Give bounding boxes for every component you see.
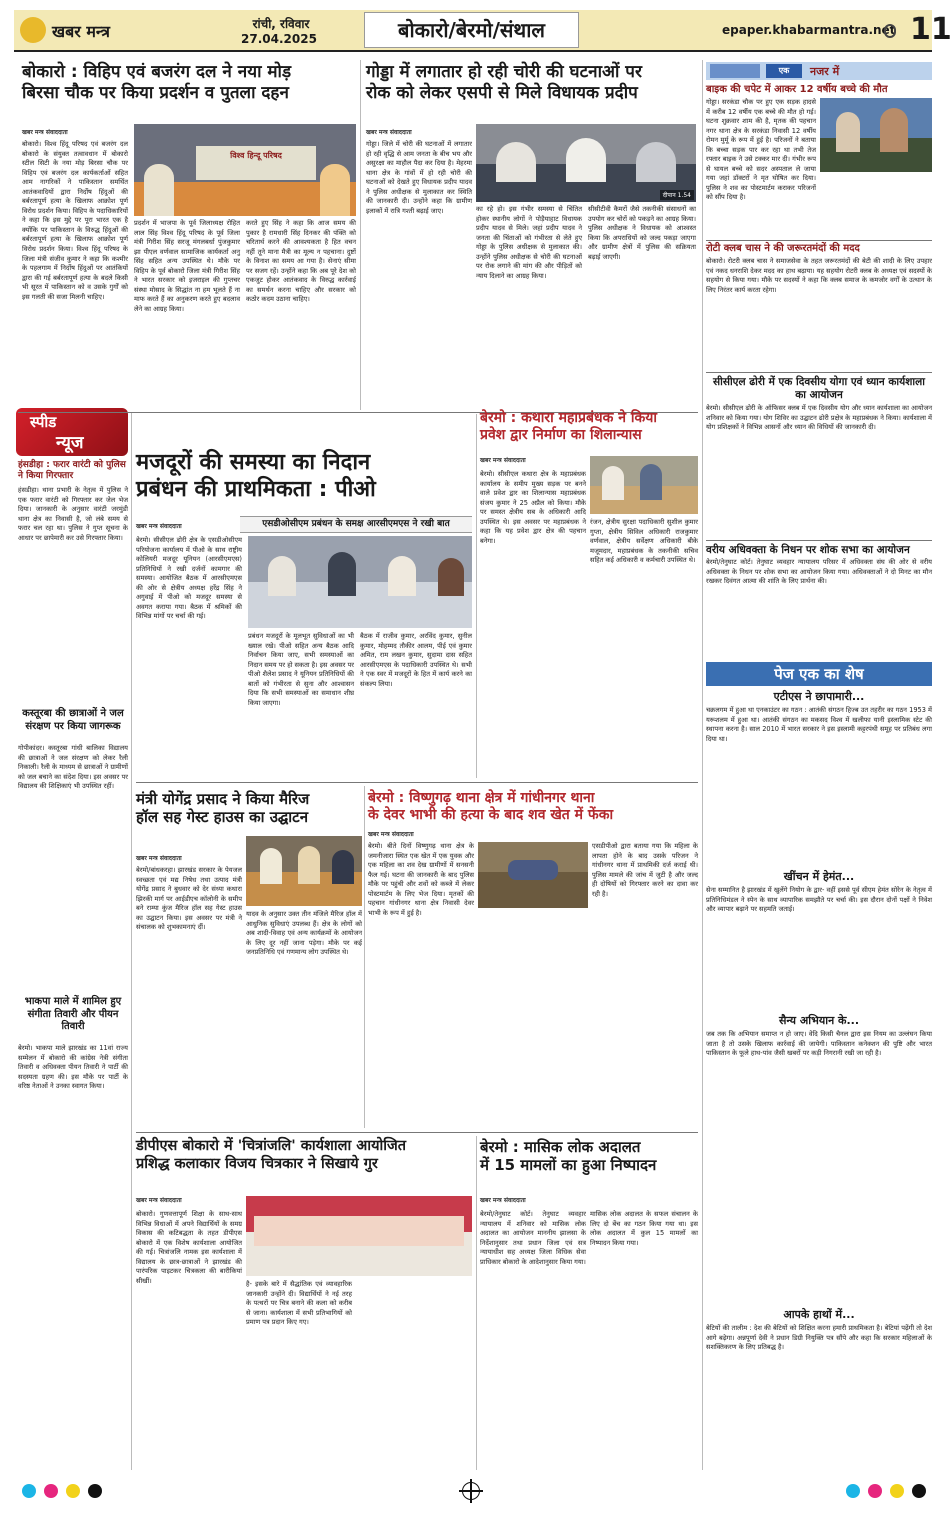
column-rule: [476, 414, 477, 778]
nazar-story1-body-cont: [706, 174, 932, 238]
column-rule: [702, 60, 703, 1470]
marriage-body-1: बेरमो/बांधकरहा। झारखंड सरकार के पेयजल स्वच्छता एवं मद्य निषेध तथा उत्पाद मंत्री योगेंद्र प्रसाद ने बुधवार को देर संध्या कथारा झिरकी मार्ग पर आईडीएच कॉलोनी के समीप बने राम्या कुंज मैरिज हॉल सह गेस्ट हाउस का उद्घाटन किया। इस अवसर पर मंत्री ने संचालक को शुभकामनाएं दीं।: [136, 866, 242, 932]
continued-band: पेज एक का शेष: [706, 662, 932, 686]
column-rule: [364, 786, 365, 1128]
speed-item1-body: हंसडीहा। थाना प्रभारी के नेतृत्व में पुलिस ने एक फरार वारंटी को गिरफ्तार कर जेल भेज दिया। जानकारी के अनुसार वारंटी जरमुंडी थाना क्षेत्र का निवासी है, जो लंबे समय से फरार चल रहा था। पुलिस ने गुप्त सूचना के आधार पर छापेमारी कर उसे गिरफ्तार किया।: [18, 486, 128, 542]
chitranjali-group-photo: [246, 1196, 472, 1276]
marriage-headline[interactable]: मंत्री योगेंद्र प्रसाद ने किया मैरिज हॉल सह गेस्ट हाउस का उद्घाटन: [136, 790, 310, 827]
nazar-story1-body: गोड्डा। सरकंडा चौक पर हुए एक सड़क हादसे में करीब 12 वर्षीय एक बच्चे की मौत हो गई। घटना शुक्रवार शाम की है, मृतक की पहचान नगर थाना क्षेत्र के सरकंडा निवासी 12 वर्षीय रोमन मुर्मू के रूप में हुई है। परिजनों ने बताया कि बच्चा सड़क पार कर रहा था तभी तेज रफ्तार बाइक ने उसे टक्कर मार दी। गंभीर रूप से घायल बच्चे को सदर अस्पताल ले जाया गया जहां डॉक्टरों ने मृत घोषित कर दिया। पुलिस ने शव का पोस्टमार्टम कराकर परिजनों को सौंप दिया है।: [706, 98, 816, 202]
godda-photo-caption: दीपान 1.54: [660, 190, 694, 200]
continued-item4-body: बेटियों की तालीम : देश की बेटियों को शिक्षित करना हमारी प्राथमिकता है। बेटियां पढ़ेंगी तो देश आगे बढ़ेगा। अन्नपूर्णा देवी ने प्रधान डिग्री नियुक्ति पत्र सौंपे और कहा कि सरकार महिलाओं के सशक्तिकरण के लिए प्रतिबद्ध है।: [706, 1324, 932, 1352]
speed-item3-title[interactable]: भाकपा माले में शामिल हुए संगीता तिवारी और पीयन तिवारी: [24, 996, 122, 1032]
page-number: 11: [910, 12, 952, 47]
murder-body-1: बेरमो। बीते दिनों विष्णुगढ़ थाना क्षेत्र के जमनीजारा स्थित एक खेत में एक युवक और एक महिला का शव देख ग्रामीणों में सनसनी फैल गई। घटना की जानकारी के बाद पुलिस मौके पर पहुंची और शवों को कब्जे में लेकर पोस्टमार्टम के लिए भेज दिया। मृतकों की पहचान गांधीनगर थाना क्षेत्र निवासी देवर भाभी के रूप में हुई है।: [368, 842, 474, 917]
murder-headline[interactable]: बेरमो : विष्णुगढ़ थाना क्षेत्र में गांधीनगर थाना के देवर भाभी की हत्या के बाद शव खेत में फेंका: [368, 790, 614, 824]
cyan-dot-icon: [846, 1484, 860, 1498]
godda-body-2: का रहे हो। इस गंभीर समस्या से चिंतित होकर स्थानीय लोगों ने पोड़ैयाहाट विधायक प्रदीप यादव से मिले। जहां प्रदीप यादव ने जनता की चिंताओं को गंभीरता से लेते हुए गोड्डा के पुलिस अधीक्षक से मुलाकात की। उन्होंने पुलिस अधीक्षक से चोरी की घटनाओं पर रोक लगाने की मांग की और पीड़ितों को न्याय दिलाने का आग्रह किया।: [476, 205, 582, 280]
yellow-dot-icon: [66, 1484, 80, 1498]
murder-body-1b: [478, 912, 588, 1128]
workers-body-3: बैठक में राजीव कुमार, अरविंद कुमार, सुनील कुमार, मोहम्मद तौकीर आलम, पीई एवं कुमार अमित, राम लखन कुमार, सुदामा दास सहित आरसीएमएस के पदाधिकारी उपस्थित थे। सभी ने एक स्वर में मजदूरों के हित में कार्य करने का संकल्प लिया।: [360, 632, 472, 688]
column-rule: [476, 1136, 477, 1470]
nazar-story2-body: बोकारो। रोटरी क्लब चास ने समाजसेवा के तहत जरूरतमंदों की बेटी की शादी के लिए उपहार एवं नकद धनराशि देकर मदद का हाथ बढ़ाया। यह सहयोग रोटरी क्लब के अध्यक्ष एवं सदस्यों के सहयोग से किया गया। मौके पर सदस्यों ने कहा कि क्लब समाज के कमजोर वर्गों के उत्थान के लिए निरंतर कार्य करता रहेगा।: [706, 257, 932, 294]
mouse-icon: [884, 24, 896, 38]
speed-item1-title[interactable]: हंसडीहा : फरार वारंटी को पुलिस ने किया गिरफ्तार: [18, 460, 126, 482]
masthead: [14, 10, 952, 52]
nazar-story2-title[interactable]: रोटी क्लब चास ने की जरूरतमंदों की मदद: [706, 243, 860, 254]
magenta-dot-icon: [868, 1484, 882, 1498]
chitranjali-body-3: [358, 1280, 472, 1470]
speed-item2-body: गोपीकांदर। कस्तूरबा गांधी बालिका विद्यालय की छात्राओं ने जल संरक्षण को लेकर रैली निकाली। रैली के माध्यम से छात्राओं ने ग्रामीणों को जल बचाने का संदेश दिया। इस अवसर पर विद्यालय की शिक्षिकाएं भी उपस्थित रहीं।: [18, 744, 128, 791]
vhp-protest-photo: [134, 124, 356, 216]
continued-item1-title[interactable]: एटीएस ने छापामारी...: [773, 690, 865, 703]
lok-adalat-body-2: मासिक लोक अदालत के सफल संचालन के लिए दो बेंच का गठन किया गया था। इस लोक अदालत में कुल 15 मामलों का निष्पादन किया गया।: [590, 1210, 698, 1247]
yellow-dot-icon: [890, 1484, 904, 1498]
nazar-thumbnail: [710, 64, 760, 78]
workers-headline[interactable]: मजदूरों की समस्या का निदान प्रबंधन की प्राथमिकता : पीओ: [136, 450, 376, 502]
nazar-story1-title[interactable]: बाइक की चपेट में आकर 12 वर्षीय बच्चे की मौत: [706, 84, 888, 95]
lok-adalat-body-1: बेरमो/तेनुघाट कोर्ट। तेनुघाट व्यवहार न्यायालय में शनिवार को मासिक लोक अदालत का आयोजन माननीय झालसा के निर्देशानुसार तथा प्रधान जिला एवं सत्र न्यायाधीश सह अध्यक्ष जिला विधिक सेवा प्राधिकार बोकारो के आदेशानुसार किया गया।: [480, 1210, 586, 1266]
godda-headline[interactable]: गोड्डा में लगातार हो रही चोरी की घटनाओं पर रोक को लेकर एसपी से मिले विधायक प्रदीप: [366, 62, 642, 103]
epaper-url[interactable]: epaper.khabarmantra.net: [722, 23, 896, 37]
black-dot-icon: [912, 1484, 926, 1498]
gate-byline: खबर मन्त्र संवाददाता: [480, 457, 526, 464]
nazar-ek-badge: एक: [766, 64, 802, 78]
lok-adalat-headline[interactable]: बेरमो : मासिक लोक अदालत में 15 मामलों का हुआ निष्पादन: [480, 1138, 657, 1175]
chitranjali-byline: खबर मन्त्र संवाददाता: [136, 1197, 182, 1204]
divider: [136, 782, 698, 783]
nazar-story3-body: बेरमो। सीसीएल ढोरी के ऑफिसर क्लब में एक दिवसीय योग और ध्यान कार्यशाला का आयोजन शनिवार को किया गया। योग शिविर का उद्घाटन ढोरी प्रक्षेत्र के महाप्रबंधक ने किया। कार्यशाला में योग प्रशिक्षकों ने विभिन्न आसनों और ध्यान की विधियों की जानकारी दी।: [706, 404, 932, 432]
chitranjali-body-2: है- इसके बारे में सैद्धांतिक एवं व्यावहारिक जानकारी उन्होंने दी। विद्यार्थियों ने नई तरह के पत्थरों पर चित्र बनाने की कला को करीब से जाना। कार्यशाला में सभी प्रतिभागियों को प्रमाण पत्र प्रदान किए गए।: [246, 1280, 352, 1327]
marriage-body-2: यादव के अनुसार उक्त तीन मंजिले मैरिज हॉल में आधुनिक सुविधाएं उपलब्ध हैं। क्षेत्र के लोगों को अब शादी-विवाह एवं अन्य कार्यक्रमों के आयोजन के लिए दूर नहीं जाना पड़ेगा। मौके पर कई जनप्रतिनिधि एवं गणमान्य लोग उपस्थित थे।: [246, 910, 362, 957]
marriage-inauguration-photo: [246, 836, 362, 906]
section-title: बोकारो/बेरमो/संथाल: [364, 12, 579, 48]
speed-item3-body: बेरमो। भाकपा माले झारखंड का 11वां राज्य सम्मेलन में बोकारो की कांग्रेस नेत्री संगीता तिवारी व अधिवक्ता पीयन तिवारी ने पार्टी की सदस्यता ग्रहण की। इस मौके पर पार्टी के वरिष्ठ नेताओं ने उनका स्वागत किया।: [18, 1044, 128, 1091]
speed-news-logo: [16, 408, 128, 456]
godda-body-3: सीसीटीवी कैमरों जैसे तकनीकी संसाधनों का उपयोग कर चोरों को पकड़ने का आग्रह किया। पुलिस अधीक्षक ने विधायक को आश्वस्त किया कि अपराधियों को जल्द पकड़ा जाएगा और ग्रामीण क्षेत्रों में पुलिस की सक्रियता बढ़ाई जाएगी।: [588, 205, 696, 261]
murder-byline: खबर मन्त्र संवाददाता: [368, 831, 414, 838]
continued-item2-title[interactable]: खींचन में हेमंत...: [783, 870, 855, 883]
godda-body-1: गोड्डा। जिले में चोरी की घटनाओं में लगातार हो रही वृद्धि से आम जनता के बीच भय और असुरक्षा का माहौल पैदा कर दिया है। मेहरमा थाना क्षेत्र के गांवों में हो रही चोरी की घटनाओं को देखते हुए विधायक प्रदीप यादव ने पुलिस अधीक्षक से मुलाकात कर स्थिति की जानकारी दी। उन्होंने कहा कि ग्रामीण इलाकों में रात्रि गश्ती बढ़ाई जाए।: [366, 140, 472, 215]
column-rule: [131, 412, 132, 1470]
nazar-header: [706, 62, 932, 80]
marriage-byline: खबर मन्त्र संवाददाता: [136, 855, 182, 862]
brand-logo-icon: [20, 17, 46, 43]
nazar-accident-photo: [820, 98, 932, 172]
column-rule: [360, 60, 361, 410]
continued-item3-title[interactable]: सैन्य अभियान के...: [778, 1014, 860, 1027]
godda-meeting-photo: [476, 124, 696, 202]
continued-item2-body: सेना सम्मानित है झारखंड में खुलेंगे नियोग के द्वार- वहीं इससे पूर्व सीएम हेमंत सोरेन के नेतृत्व में प्रतिनिधिमंडल ने स्पेन के साथ व्यापारिक समझौते पर चर्चा की। इस दौरान दोनों पक्षों ने निवेश और व्यापार बढ़ाने पर सहमति जताई।: [706, 886, 932, 914]
divider: [706, 540, 932, 541]
continued-item3-body: जब तक कि अभियान समाप्त न हो जाए। वेदि किसी चैनल द्वारा इस नियम का उल्लंघन किया जाता है तो उसके खिलाफ कार्रवाई की जायेगी। पाकिस्तान कनेक्शन की पुष्टि और भारत पाकिस्तान के फूले हाथ-पांव जैसी खबरों पर कड़ी निगरानी रखी जा रही है।: [706, 1030, 932, 1058]
vhp-headline[interactable]: बोकारो : विहिप एवं बजरंग दल ने नया मोड़ बिरसा चौक पर किया प्रदर्शन व पुतला दहन: [22, 62, 292, 103]
workers-meeting-photo: [248, 536, 472, 628]
workers-body-1: बेरमो। सीसीएल ढोरी क्षेत्र के एसडीओसीएम परियोजना कार्यालय में पीओ के साथ राष्ट्रीय कोलियरी मजदूर यूनियन (आरसीएमएस) प्रतिनिधियों ने रखी दर्जनों कामगार की समस्या। आयोजित बैठक में आरसीएमएस की ओर से क्षेत्रीय अध्यक्ष हरेंद्र सिंह ने अगुवाई में पीओ को मजदूर समस्या से अवगत कराया गया। बैठक में श्रमिकों की विभिन्न मांगों पर चर्चा की गई।: [136, 536, 242, 621]
brand-name: खबर मन्त्र: [52, 22, 110, 41]
continued-item1-body: चक्रलगम में हुआ था एनकाउंटर का गठन : आतंकी संगठन हिज्ब उत तहरीर का गठन 1953 में यरूशलम में हुआ था। आतंकी संगठन का मकसद विश्व में खलीफा यानी इस्लामिक स्टेट की स्थापना करना है। साल 2010 में भारत सरकार ने इस इस्लामी कट्टरपंथी समूह पर प्रतिबंध लगा दिया था।: [706, 706, 932, 743]
black-dot-icon: [88, 1484, 102, 1498]
chitranjali-headline[interactable]: डीपीएस बोकारो में 'चित्रांजलि' कार्यशाला आयोजित प्रशिद्ध कलाकार विजय चित्रकार ने सिखाये गुर: [136, 1138, 407, 1172]
footer-color-bar: [14, 1476, 932, 1506]
gate-body-2: रंजन, क्षेत्रीय सुरक्षा पदाधिकारी सुशील कुमार गुप्ता, क्षेत्रीय सिविल अधिकारी राजकुमार वर्णवाल, क्षेत्रीय सर्वेक्षण अधिकारी बीके मजूमदार, महाप्रबंधक के तकनीकी सचिव सहित कई अधिकारी व कर्मचारी उपस्थित थे।: [590, 518, 698, 565]
nazar-story4-title[interactable]: वरीय अधिवक्ता के निधन पर शोक सभा का आयोजन: [706, 544, 910, 556]
gate-body-1: बेरमो। सीसीएल कथारा क्षेत्र के महाप्रबंधक कार्यालय के समीप मुख्य सड़क पर बनने वाले प्रवेश द्वार का शिलान्यास महाप्रबंधक संजय कुमार ने 25 अप्रैल को किया। मौके पर समस्त क्षेत्रीय सब के अधिकारी आदि उपस्थित थे। इस अवसर पर महाप्रबंधक ने कहा कि यह प्रवेश द्वार क्षेत्र की पहचान बनेगा।: [480, 470, 586, 545]
edition-date: 27.04.2025: [241, 32, 317, 46]
divider: [706, 372, 932, 373]
chitranjali-body-1: बोकारो। गुणवत्तापूर्ण शिक्षा के साथ-साथ विभिन्न विधाओं में अपने विद्यार्थियों के समग्र विकास की कटिबद्धता के तहत डीपीएस बोकारो में एक विशेष कार्यशाला आयोजित की गई। चित्रांजलि नामक इस कार्यशाला में विद्यालय के छात्र-छात्राओं ने झारखंड की पारंपरिक पाइटकर चित्रकला की बारीकियां सीखीं।: [136, 1210, 242, 1285]
vhp-banner-text: विश्व हिन्दू परिषद: [230, 151, 282, 160]
gate-foundation-photo: [590, 456, 698, 514]
divider: [706, 240, 932, 241]
nazar-story4-body: बेरमो/तेनुघाट कोर्ट। तेनुघाट व्यवहार न्यायालय परिसर में अधिवक्ता संघ की ओर से वरीय अधिवक्ता के निधन पर शोक सभा का आयोजन किया गया। अधिवक्ताओं ने दो मिनट का मौन रखकर दिवंगत आत्मा की शांति के लिए प्रार्थना की।: [706, 558, 932, 586]
divider: [136, 1132, 698, 1133]
workers-byline: खबर मन्त्र संवाददाता: [136, 523, 182, 530]
magenta-dot-icon: [44, 1484, 58, 1498]
godda-byline: खबर मन्त्र संवाददाता: [366, 129, 412, 136]
edition-city: रांची, रविवार: [252, 17, 310, 31]
nazar-title: नजर में: [810, 65, 840, 78]
speed-news-label-2: न्यूज: [56, 433, 84, 453]
vhp-body-1: बोकारो। विश्व हिंदू परिषद एवं बजरंग दल बोकारो के संयुक्त तत्वावधान में बोकारो स्टील सिटी के नया मोड़ बिरसा चौक पर विहिप एवं बजरंग दल कार्यकर्ताओं सहित आम नागरिकों ने पाकिस्तान समर्थित आतंकवादियों द्वारा निर्दोष हिंदुओं की बर्बरतापूर्ण हत्या के खिलाफ आक्रोश पूर्ण विरोध प्रदर्शन किया। विहिप के पदाधिकारियों ने कहा कि इस मुद्दे पर पूरा भारत एक है क्योंकि पर पाकिस्तान के विरुद्ध हिंदुओं की बर्बरतापूर्ण हत्या के खिलाफ आक्रोश पूर्ण विरोध प्रदर्शन किया। विश्व हिंदू परिषद के जिला मंत्री संजीव कुमार ने कहा कि कश्मीर के पहलगाम में निर्दोष हिंदुओं पर आतंकियों द्वारा की गई बर्बरतापूर्ण हत्या के बदले किसी भी सूरत में पाकिस्तान को व उसके गुर्गों को इस गलती की सजा मिलनी चाहिए।: [22, 140, 128, 301]
murder-body-2: एसडीपीओ द्वारा बताया गया कि महिला के लापता होने के बाद उसके परिजन ने गांधीनगर थाना में प्राथमिकी दर्ज कराई थी। पुलिस मामले की जांच में जुटी है और जल्द ही दोषियों को गिरफ्तार करने का दावा कर रही है।: [592, 842, 698, 898]
workers-body-2: प्रबंधन मजदूरों के मूलभूत सुविधाओं का भी ख्याल रखे। पीओ सहित अन्य बैठक आदि निर्वाचन किया जाए, सभी समस्याओं का निदान समय पर हो सकता है। इस अवसर पर पीओ शैलेश प्रसाद ने यूनियन प्रतिनिधियों की बातों को गंभीरता से सुना और आश्वासन दिया कि सभी समस्याओं का समाधान शीघ्र किया जाएगा।: [248, 632, 354, 707]
speed-item2-title[interactable]: कस्तूरबा की छात्राओं ने जल संरक्षण पर किया जागरूक: [22, 708, 124, 732]
cyan-dot-icon: [22, 1484, 36, 1498]
vhp-byline: खबर मन्त्र संवाददाता: [22, 129, 68, 136]
workers-subhead: एसडीओसीएम प्रबंधन के समक्ष आरसीएमएस ने रखी बात: [240, 516, 472, 533]
nazar-story3-title[interactable]: सीसीएल ढोरी में एक दिवसीय योगा एवं ध्यान कार्यशाला का आयोजन: [713, 376, 925, 402]
lok-adalat-byline: खबर मन्त्र संवाददाता: [480, 1197, 526, 1204]
registration-mark-icon: [462, 1482, 480, 1500]
vhp-body-2: प्रदर्शन में भाजपा के पूर्व जिलाध्यक्ष रोहित लाल सिंह विश्व हिंदू परिषद के पूर्व जिला मंत्री गिरीश सिंह सरजू मंगलबर्धा पुंजकुमार झा पीएल वर्णवाल सामाजिक कार्यकर्ता अनु सिंह सहित अन्य उपस्थित थे। मौके पर विहिप के पूर्व बोकारो जिला मंत्री गिरीश सिंह ने भारत सरकार को इजराइल की गुप्तचर संस्था मोसाद के सिद्धांत ना हम भूलते हैं ना माफ करते हैं का अनुकरण करते हुए बदलाव लेने का आग्रह किया।: [134, 219, 240, 313]
murder-scene-photo: [478, 842, 588, 908]
continued-item4-title[interactable]: आपके हाथों में...: [783, 1308, 855, 1321]
gate-headline[interactable]: बेरमो : कथारा महाप्रबंधक ने किया प्रवेश द्वार निर्माण का शिलान्यास: [480, 410, 658, 444]
vhp-body-3: करते हुए सिंह ने कहा कि आज समय की पुकार है रामधारी सिंह दिनकर की पंक्ति को चरितार्थ करने की आवश्यकता है हित वचन नहीं तूने माना मैत्री का मूल्य न पहचाना। दुष्टों के विनाश का समय आ गया है। सेनाएं सीमा पर सजग रहें। उन्होंने कहा कि अब पूरे देश को एकजुट होकर आतंकवाद के विरुद्ध कार्रवाई का समर्थन करना चाहिए और सरकार को कठोर कदम उठाना चाहिए।: [246, 219, 356, 304]
speed-news-label-1: स्पीड: [30, 413, 57, 431]
